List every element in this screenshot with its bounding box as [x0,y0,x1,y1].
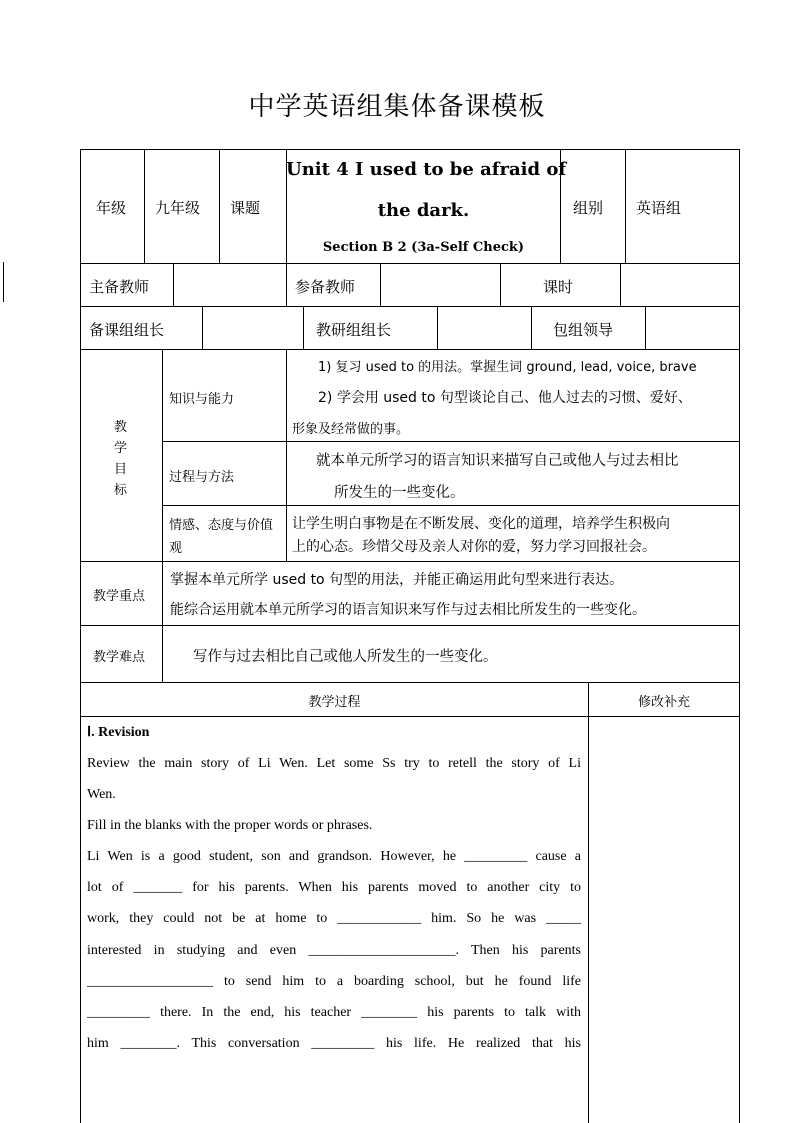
grade-value: 九年级 [155,199,201,217]
key-points-label: 教学重点 [93,589,146,604]
process-line-1: 就本单元所学习的语言知识来描写自己或他人与过去相比 [316,453,679,469]
topic-line-1: Unit 4 I used to be afraid of [286,159,567,180]
process-line-10-text: him ________. This conversation _________ his life. He realized that his [87,1036,581,1051]
process-line-3-text: Fill in the blanks with the proper words or phrases. [87,818,373,833]
process-line-6-text: work, they could not be at home to ____________ him. So he was _____ [87,911,581,926]
group-value: 英语组 [636,199,682,217]
prep-leader-value-cell [202,306,304,350]
topic-label: 课题 [230,199,261,217]
group-leader-label: 包组领导 [553,321,614,339]
process-line-5-text: lot of _______ for his parents. When his parents moved to another city to [87,880,581,895]
notes-header: 修改补充 [637,695,690,710]
group-label: 组别 [573,199,604,217]
objectives-char-3: 目 [114,462,128,477]
page-title: 中学英语组集体备课模板 [248,92,546,122]
main-teacher-label: 主备教师 [89,278,150,296]
knowledge-line-3: 形象及经常做的事。 [292,422,410,437]
assist-teacher-label: 参备教师 [295,278,356,296]
knowledge-line-1: 1) 复习 used to 的用法。掌握生词 ground, lead, voice, brave [318,360,697,375]
key-points-line-1: 掌握本单元所学 used to 句型的用法，并能正确运用此句型来进行表达。 [170,572,624,588]
process-line-7-text: interested in studying and even _____________________. Then his parents [87,943,581,958]
process-line-2-text: Wen. [87,787,116,802]
topic-line-2: the dark. [377,200,470,221]
emotion-label-line-1: 情感、态度与价值 [169,518,274,533]
grade-label: 年级 [96,199,127,217]
objectives-char-2: 学 [114,441,128,456]
emotion-line-2: 上的心态。珍惜父母及亲人对你的爱，努力学习回报社会。 [292,539,656,555]
research-leader-label: 教研组组长 [316,321,392,339]
emotion-label-line-2: 观 [169,541,183,556]
notes-body-cell [588,716,740,1123]
prep-leader-label: 备课组组长 [89,321,165,339]
margin-mark [3,262,4,302]
process-line-2: 所发生的一些变化。 [334,485,465,501]
process-line-1-text: Review the main story of Li Wen. Let some Ss try to retell the story of Li [87,756,581,771]
process-header: 教学过程 [308,695,361,710]
main-teacher-value-cell [173,263,287,307]
process-line-9-text: _________ there. In the end, his teacher ________ his parents to talk with [87,1005,581,1020]
process-line-8-text: __________________ to send him to a boarding school, but he found life [87,974,581,989]
period-label: 课时 [543,278,574,296]
research-leader-value-cell [437,306,532,350]
knowledge-line-2: 2) 学会用 used to 句型谈论自己、他人过去的习惯、爱好、 [318,390,692,406]
process-line-4-text: Li Wen is a good student, son and grandson. However, he _________ cause a [87,849,581,864]
period-value-cell [620,263,740,307]
revision-title: Ⅰ. Revision [87,725,150,740]
knowledge-label: 知识与能力 [169,392,235,407]
key-points-line-2: 能综合运用就本单元所学习的语言知识来写作与过去相比所发生的一些变化。 [170,602,646,618]
objectives-char-4: 标 [114,483,128,498]
emotion-line-1: 让学生明白事物是在不断发展、变化的道理，培养学生积极向 [292,516,670,532]
assist-teacher-value-cell [380,263,501,307]
topic-section: Section B 2 (3a-Self Check) [322,240,525,255]
objectives-char-1: 教 [114,420,128,435]
difficulties-label: 教学难点 [93,650,146,665]
difficulties-line-1: 写作与过去相比自己或他人所发生的一些变化。 [193,649,498,665]
group-leader-value-cell [645,306,740,350]
process-label: 过程与方法 [169,470,235,485]
